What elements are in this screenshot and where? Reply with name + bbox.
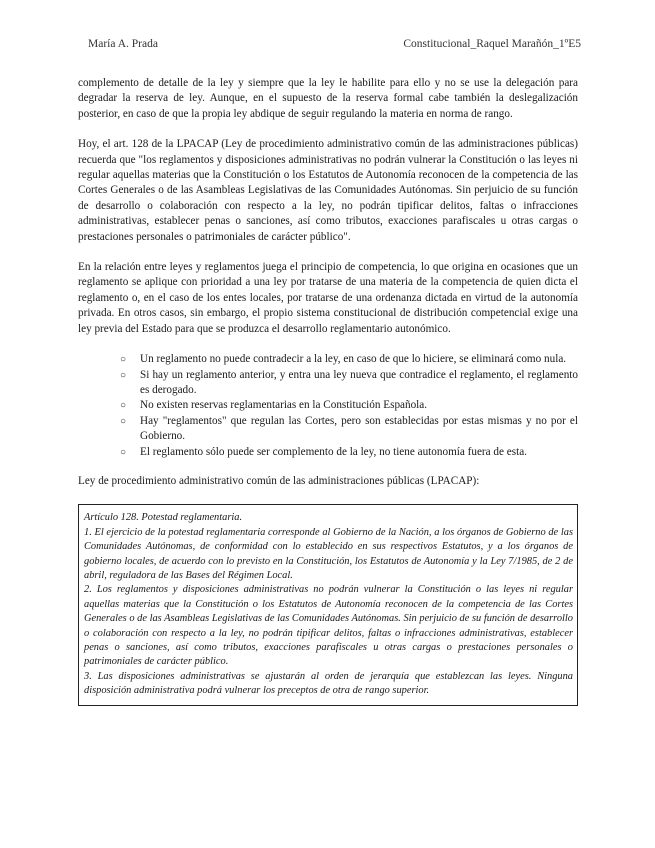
list-item — [120, 414, 578, 445]
circle-bullet-icon: ○ — [120, 446, 127, 458]
list-item-text: Si hay un reglamento anterior, y entra una ley nueva que contradice el reglamento, el reglamento es derogado. — [140, 368, 578, 396]
list-item — [120, 352, 578, 367]
circle-bullet-icon: ○ — [120, 354, 127, 366]
bullet-list — [78, 352, 578, 460]
article-item: 1. El ejercicio de la potestad reglamentaria corresponde al Gobierno de la Nación, a los órganos de Gobierno de las Comunidades Autónomas, de conformidad con lo establecido en sus respectivos Estatutos, y a los órganos de gobierno locales, de acuerdo con lo previsto en la Constitución, los Estatutos de Autonomía y la Ley 7/1985, de 2 de abril, reguladora de las Bases del Régimen Local. — [84, 526, 573, 581]
list-item — [120, 445, 578, 460]
paragraph-reserva-de-ley: complemento de detalle de la ley y siempre que la ley le habilite para ello y no se use la delegación para degradar la reserva de ley. Aunque, en el supuesto de la reserva formal cabe también la deslegalización posterior, en caso de que la propia ley abdique de seguir regulando la materia en norma de rango. — [78, 77, 578, 120]
circle-bullet-icon: ○ — [120, 400, 127, 412]
circle-bullet-icon: ○ — [120, 415, 127, 427]
list-item-text: Hay "reglamentos" que regulan las Cortes, pero son establecidas por estas mismas y no por el Gobierno. — [140, 414, 578, 443]
document-body — [78, 76, 578, 706]
header-author: María A. Prada — [88, 38, 158, 50]
list-item-text: No existen reservas reglamentarias en la Constitución Española. — [140, 399, 428, 412]
law-intro: Ley de procedimiento administrativo común de las administraciones públicas (LPACAP): — [78, 474, 480, 487]
paragraph-art-128: Hoy, el art. 128 de la LPACAP (Ley de procedimiento administrativo común de las administraciones públicas) recuerda que "los reglamentos y disposiciones administrativas no podrán vulnerar la Constitución o las leyes ni regular aquellas materias que la Constitución o los Estatutos de Autonomía reconocen de la competencia de las Cortes Generales o de las Asambleas Legislativas de las Comunidades Autónomas. Sin perjuicio de su función de desarrollo o colaboración con respecto a la ley, no podrán tipificar delitos, faltas o infracciones administrativas, establecer penas o sanciones, así como tributos, exacciones parafiscales u otras cargas o prestaciones personales o patrimoniales de carácter público". — [78, 138, 578, 243]
list-item-text: El reglamento sólo puede ser complemento de la ley, no tiene autonomía fuera de esta. — [140, 445, 527, 458]
list-item — [120, 368, 578, 399]
list-item — [120, 398, 578, 413]
article-item: 3. Las disposiciones administrativas se ajustarán al orden de jerarquía que establezcan las leyes. Ninguna disposición administrativa podrá vulnerar los preceptos de otra de rango superior. — [84, 670, 573, 697]
article-128-box — [78, 504, 578, 705]
list-item-text: Un reglamento no puede contradecir a la ley, en caso de que lo hiciere, se eliminará como nula. — [140, 353, 567, 366]
paragraph-principio-competencia: En la relación entre leyes y reglamentos juega el principio de competencia, lo que origina en ocasiones que un reglamento se aplique con prioridad a una ley por tratarse de una materia de la competencia de quien dicta el reglamento o, en el caso de los entes locales, por tratarse de una ordenanza dictada en virtud de la autonomía privada. En otros casos, sin embargo, el propio sistema constitucional de distribución competencial exige una ley previa del Estado para que se produzca el desarrollo reglamentario autonómico. — [78, 261, 578, 335]
circle-bullet-icon: ○ — [120, 369, 127, 381]
article-item: 2. Los reglamentos y disposiciones administrativas no podrán vulnerar la Constitución o las leyes ni regular aquellas materias que la Constitución o los Estatutos de Autonomía reconocen de la competencia de las Cortes Generales o de las Asambleas Legislativas de las Comunidades Autónomas. Sin perjuicio de su función de desarrollo o colaboración con respecto a la ley, no podrán tipificar delitos, faltas o infracciones administrativas, establecer penas o sanciones, así como tributos, exacciones parafiscales u otras cargas o prestaciones personales o patrimoniales de carácter público. — [84, 584, 573, 668]
article-title: Artículo 128. Potestad reglamentaria. — [84, 512, 243, 524]
page-header — [88, 38, 581, 54]
header-course: Constitucional_Raquel Marañón_1ºE5 — [403, 38, 581, 50]
